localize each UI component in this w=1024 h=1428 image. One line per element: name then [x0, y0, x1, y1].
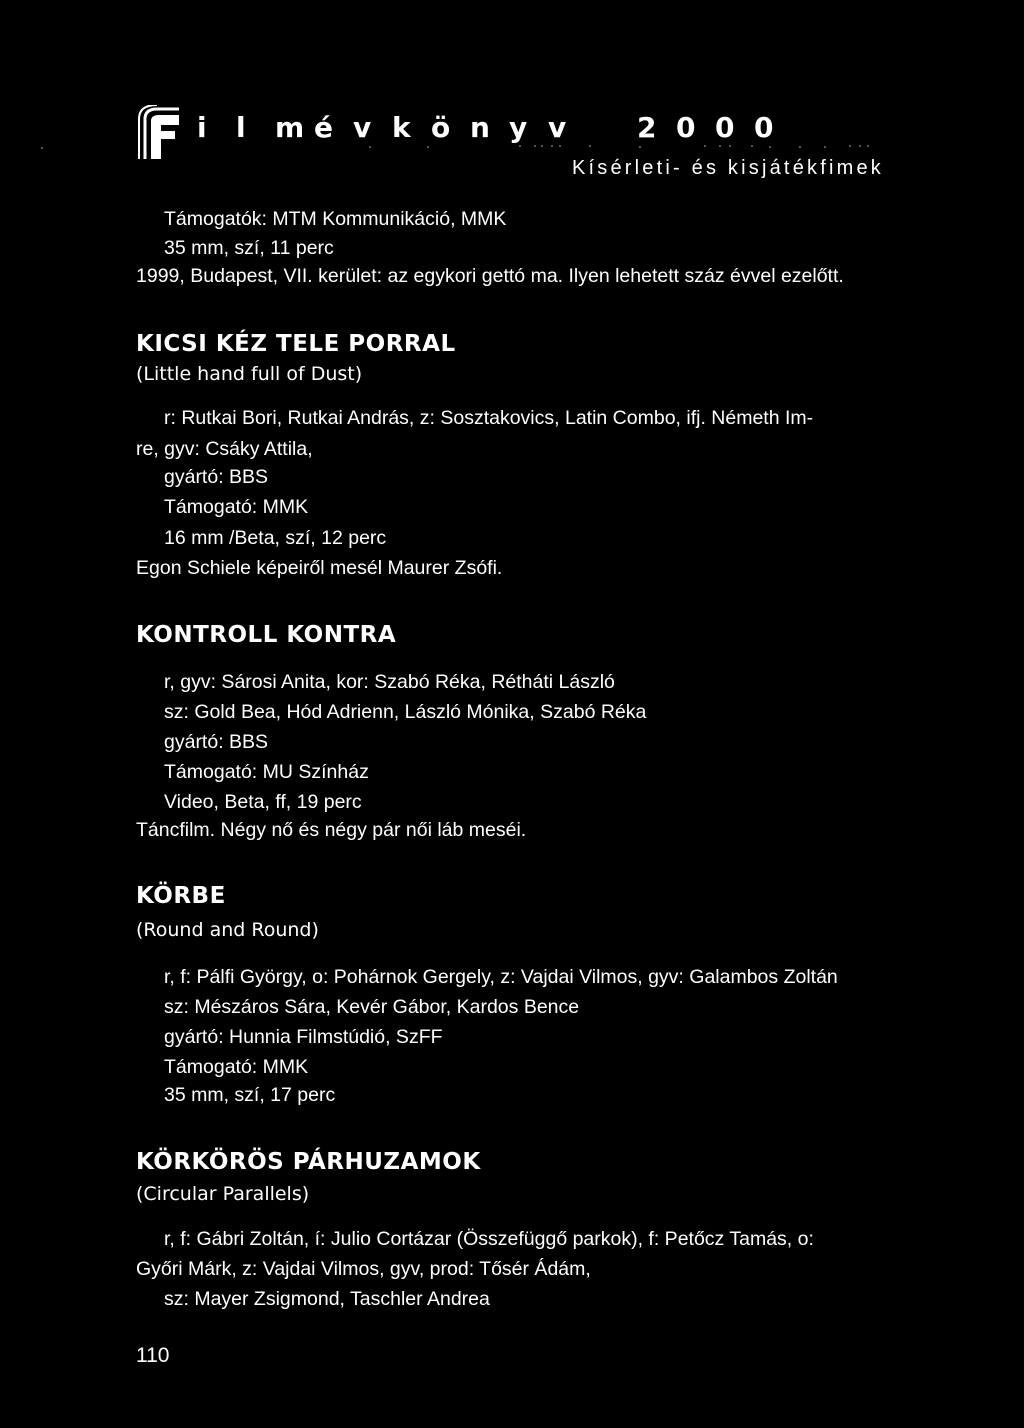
filmevkonyv-logo-icon	[137, 105, 181, 161]
film-english-title: (Round and Round)	[136, 919, 319, 941]
header-dotted-rule	[30, 144, 880, 152]
header-title	[197, 110, 793, 146]
header-title-char: n	[470, 111, 490, 144]
credit-line: 35 mm, szí, 17 perc	[164, 1084, 336, 1106]
description-line: Egon Schiele képeiről mesél Maurer Zsófi.	[136, 557, 503, 579]
header-title-char: k	[392, 111, 411, 144]
header-year-char: 2	[637, 111, 657, 144]
header-title-char: l	[236, 111, 246, 144]
intro-line: 35 mm, szí, 11 perc	[164, 237, 334, 259]
credit-line: Támogató: MU Színház	[164, 761, 369, 783]
credit-line: Támogató: MMK	[164, 496, 309, 518]
header-title-char: i	[197, 111, 207, 144]
credit-line: gyártó: BBS	[164, 731, 269, 753]
page-number: 110	[136, 1344, 170, 1367]
credit-line: gyártó: BBS	[164, 466, 269, 488]
section-subtitle: Kísérleti- és kisjátékfimek	[571, 157, 884, 179]
film-title: KONTROLL KONTRA	[136, 622, 397, 648]
credit-line: Támogató: MMK	[164, 1056, 309, 1078]
credit-line: sz: Gold Bea, Hód Adrienn, László Mónika, Szabó Réka	[164, 701, 647, 723]
header-year-char: 0	[715, 111, 735, 144]
description-line: Táncfilm. Négy nő és négy pár női láb meséi.	[136, 819, 527, 841]
header-title-char: v	[353, 111, 372, 144]
header-title-char: ö	[431, 111, 451, 144]
credit-line: sz: Mészáros Sára, Kevér Gábor, Kardos Bence	[164, 996, 580, 1018]
header-title-char: m	[275, 111, 305, 144]
svg-text:f: f	[165, 145, 166, 146]
intro-line: Támogatók: MTM Kommunikáció, MMK	[164, 208, 507, 230]
film-title: KICSI KÉZ TELE PORRAL	[136, 331, 456, 357]
credit-line: r, f: Pálfi György, o: Pohárnok Gergely, z: Vajdai Vilmos, gyv: Galambos Zoltán	[164, 966, 838, 988]
credit-line: Győri Márk, z: Vajdai Vilmos, gyv, prod: Tősér Ádám,	[136, 1258, 591, 1280]
credit-line: sz: Mayer Zsigmond, Taschler Andrea	[164, 1288, 490, 1310]
credit-line: re, gyv: Csáky Attila,	[136, 438, 313, 460]
film-english-title: (Little hand full of Dust)	[136, 363, 363, 385]
film-title: KÖRKÖRÖS PÁRHUZAMOK	[136, 1149, 481, 1175]
credit-line: r: Rutkai Bori, Rutkai András, z: Sosztakovics, Latin Combo, ifj. Németh Im-	[164, 407, 814, 429]
header-title-char: é	[314, 111, 333, 144]
film-english-title: (Circular Parallels)	[136, 1183, 310, 1205]
header-title-char: v	[548, 111, 567, 144]
credit-line: r, f: Gábri Zoltán, í: Julio Cortázar (Összefüggő parkok), f: Petőcz Tamás, o:	[164, 1228, 814, 1250]
credit-line: r, gyv: Sárosi Anita, kor: Szabó Réka, Rétháti László	[164, 671, 615, 693]
film-title: KÖRBE	[136, 883, 226, 909]
credit-line: Video, Beta, ff, 19 perc	[164, 791, 362, 813]
header-year-char: 0	[676, 111, 696, 144]
credit-line: 16 mm /Beta, szí, 12 perc	[164, 527, 387, 549]
intro-line: 1999, Budapest, VII. kerület: az egykori gettó ma. Ilyen lehetett száz évvel ezelőtt.	[136, 265, 844, 287]
header-year-char: 0	[754, 111, 774, 144]
header-title-char: y	[509, 111, 528, 144]
credit-line: gyártó: Hunnia Filmstúdió, SzFF	[164, 1026, 443, 1048]
